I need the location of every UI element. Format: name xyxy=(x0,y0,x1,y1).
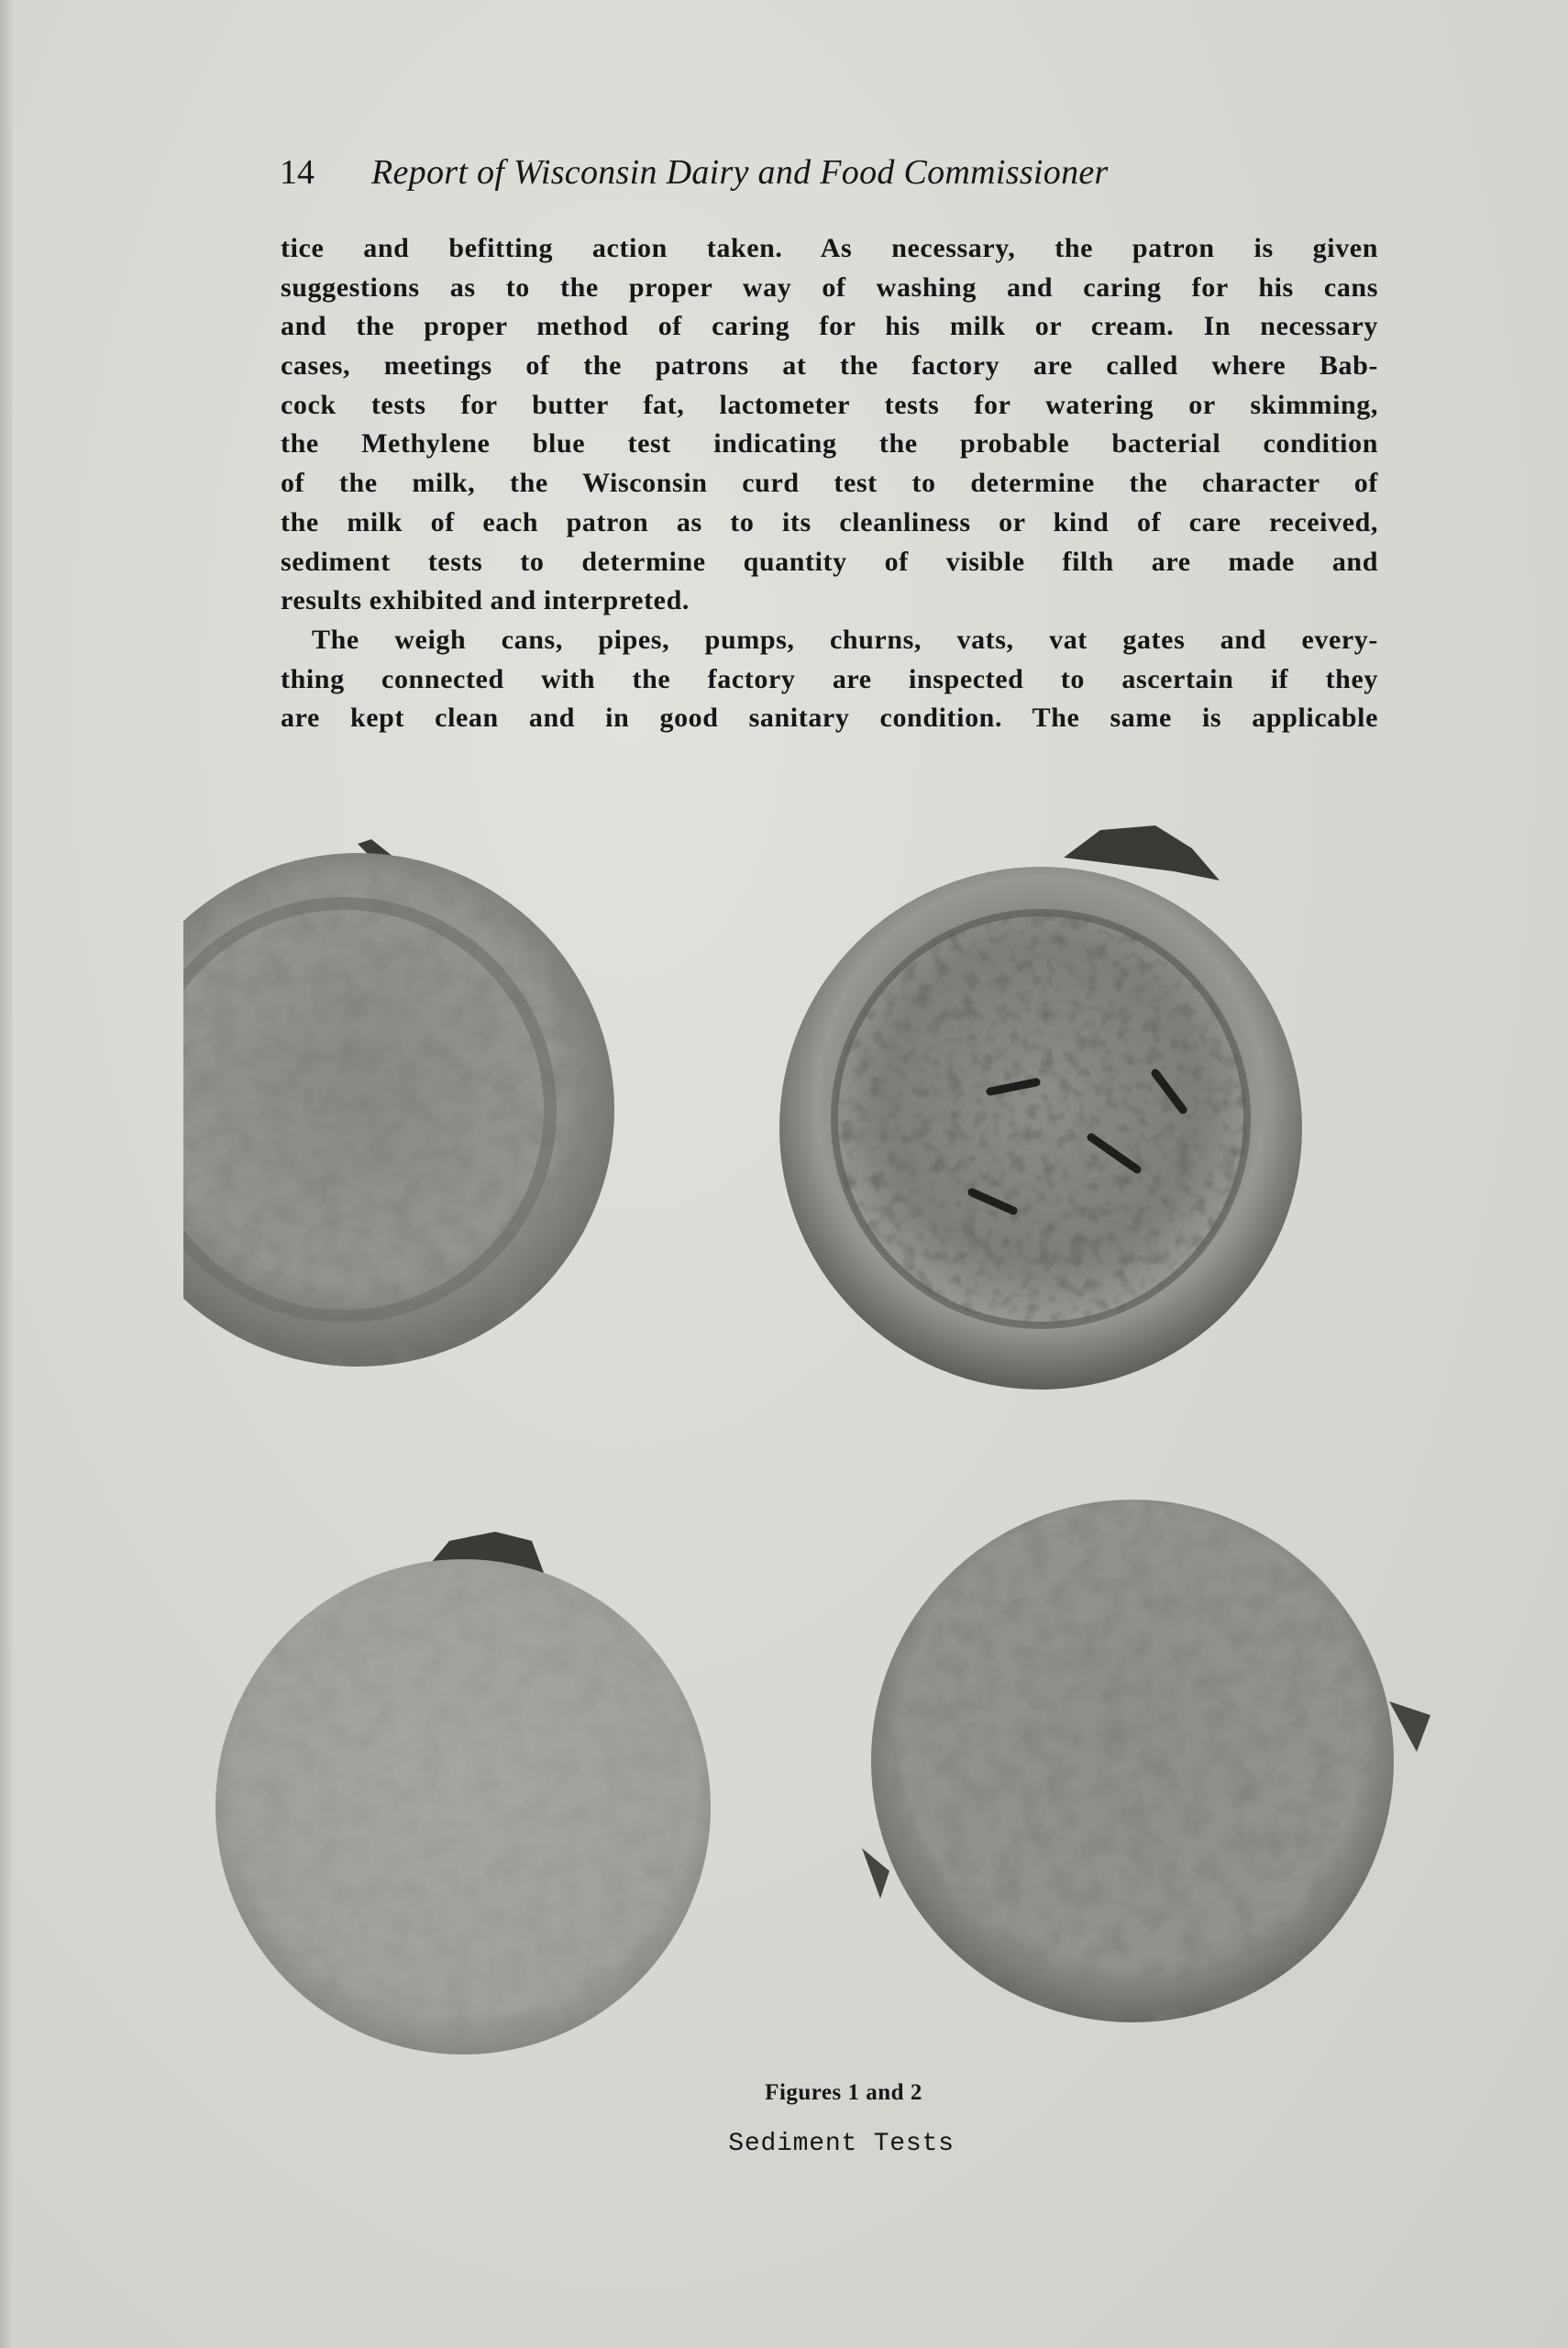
running-title: Report of Wisconsin Dairy and Food Commissioner xyxy=(371,153,1109,192)
figure-caption-title: Figures 1 and 2 xyxy=(765,2080,922,2105)
sediment-test-figure xyxy=(183,807,1467,2073)
text-line: The weigh cans, pipes, pumps, churns, vats, vat gates and every- xyxy=(312,624,1378,655)
text-line: of the milk, the Wisconsin curd test to determine the character of xyxy=(281,468,1378,499)
sediment-disc-2 xyxy=(779,825,1302,1390)
text-line: the Methylene blue test indicating the probable bacterial condition xyxy=(281,428,1378,460)
text-line: the milk of each patron as to its cleanliness or kind of care received, xyxy=(281,506,1378,537)
text-line: sediment tests to determine quantity of visible filth are made and xyxy=(281,546,1378,577)
sediment-disc-3 xyxy=(215,1532,711,2054)
running-head xyxy=(280,147,1380,198)
sediment-disc-1 xyxy=(183,839,614,1367)
text-line: cases, meetings of the patrons at the factory are called where Bab- xyxy=(281,350,1378,382)
sediment-disc-4 xyxy=(862,1500,1430,2022)
text-line: results exhibited and interpreted. xyxy=(281,585,690,616)
text-line: and the proper method of caring for his milk or cream. In necessary xyxy=(281,311,1378,342)
text-line: tice and befitting action taken. As necessary, the patron is given xyxy=(281,233,1378,263)
text-line: cock tests for butter fat, lactometer tests for watering or skimming, xyxy=(281,389,1378,420)
figure-caption-subtitle: Sediment Tests xyxy=(728,2130,955,2158)
body-text xyxy=(281,229,1378,738)
page-number: 14 xyxy=(280,153,315,192)
text-line: thing connected with the factory are inspected to ascertain if they xyxy=(281,663,1378,694)
page-edge-shadow xyxy=(0,0,13,2348)
text-line: are kept clean and in good sanitary condition. The same is applicable xyxy=(281,703,1378,734)
text-line: suggestions as to the proper way of washing and caring for his cans xyxy=(281,271,1378,303)
